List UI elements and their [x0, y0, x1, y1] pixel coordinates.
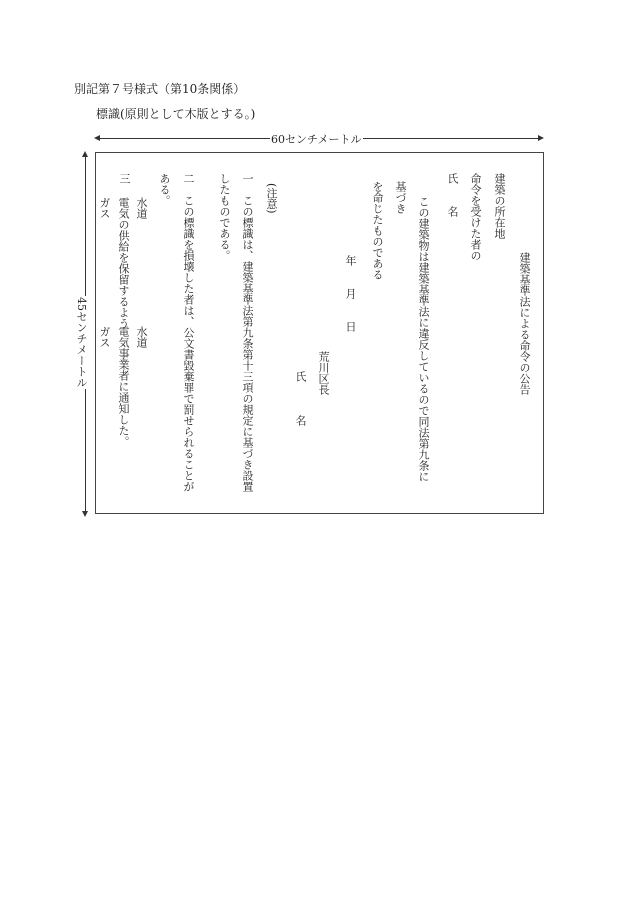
- arrow-right-icon: [538, 135, 544, 141]
- note3-utility-water-2: 水道: [135, 326, 148, 348]
- recipient-label: 命令を受けた者の: [469, 173, 482, 261]
- note1-line1: 一 この標識は、建築基準法第九条第十三項の規定に基づき設置: [241, 173, 254, 492]
- note2-line2: ある。: [158, 173, 171, 206]
- form-number-title: 別記第７号様式（第10条関係）: [74, 82, 246, 96]
- note3-main: 電気の供給を保留するよう: [117, 197, 130, 329]
- sign-heading: 建築基準法による命令の公告: [518, 252, 531, 395]
- statement-line1: この建築物は建築基準法に違反しているので同法第九条に: [417, 196, 430, 482]
- note3-prefix: 三: [118, 173, 131, 184]
- width-label: 60センチメートル: [271, 133, 362, 146]
- note3-line2: 電気事業者に通知した。: [117, 326, 130, 447]
- height-label: 45センチメートル: [75, 297, 88, 388]
- location-label: 建築の所在地: [493, 173, 506, 239]
- date-line: 年 月 日: [344, 255, 357, 332]
- note3-utility-gas-2: ガス: [98, 326, 111, 348]
- statement-line2: 基づき: [394, 181, 407, 214]
- sign-material-note: 標識(原則として木版とする。): [96, 107, 256, 121]
- arrow-down-icon: [82, 511, 88, 517]
- note2-line1: 二 この標識を損壊した者は、公文書毀棄罪で罰せられることが: [182, 173, 195, 492]
- note3-utility-water: 水道: [135, 197, 148, 219]
- name-label: 氏 名: [446, 173, 459, 217]
- statement-line3: を命じたものである: [371, 181, 384, 280]
- note1-line2: したものである。: [218, 173, 231, 261]
- notes-title: (注意): [265, 183, 278, 214]
- note3-utility-gas: ガス: [98, 197, 111, 219]
- issuer-title: 荒川区長: [317, 351, 330, 395]
- issuer-name: 氏 名: [294, 371, 307, 426]
